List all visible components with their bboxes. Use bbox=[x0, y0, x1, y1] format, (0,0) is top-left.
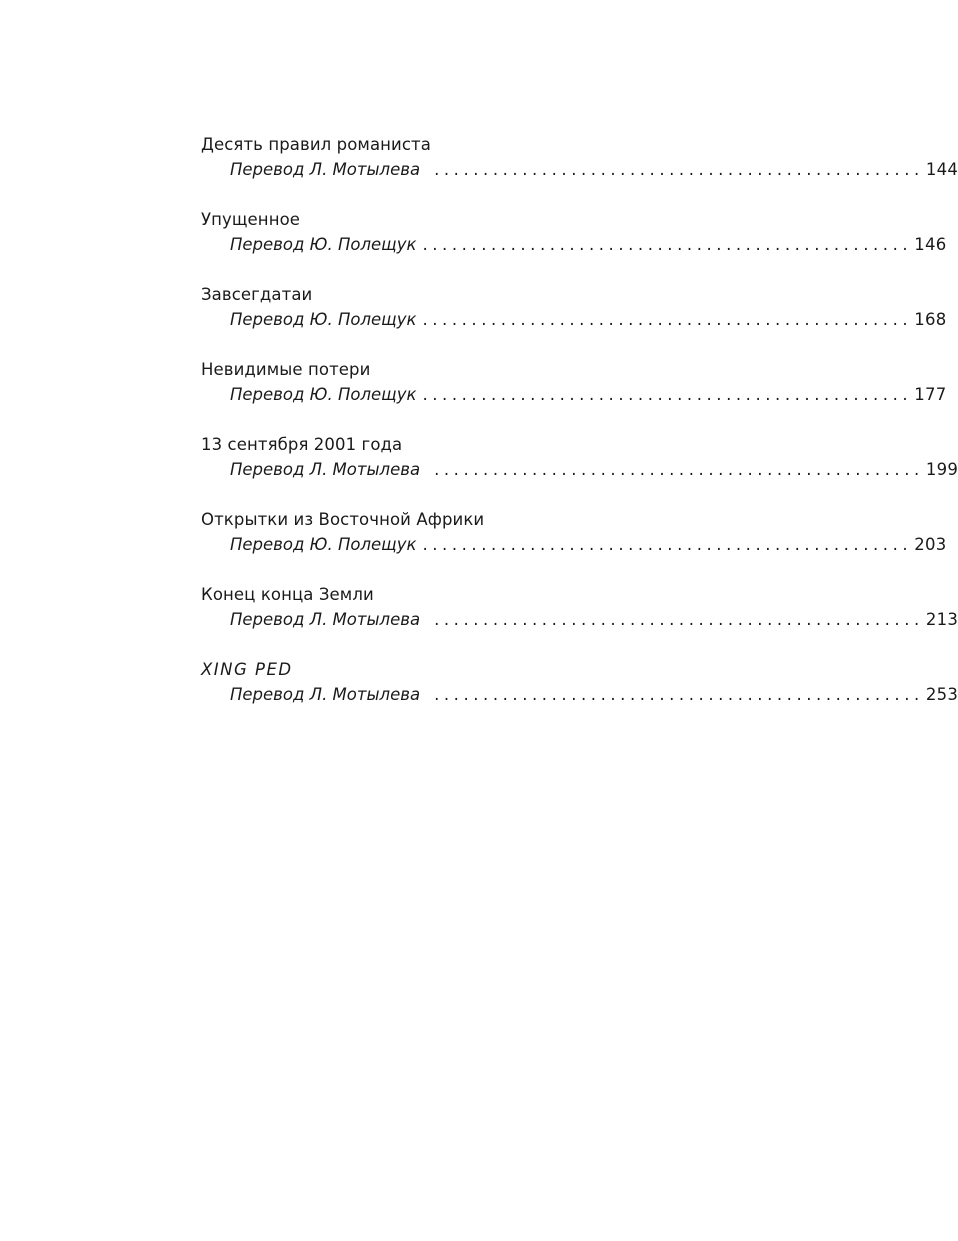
toc-entry-translator: Перевод Л. Мотылева bbox=[230, 685, 421, 704]
toc-entry-translator: Перевод Л. Мотылева bbox=[230, 610, 421, 629]
table-of-contents bbox=[201, 133, 958, 733]
toc-entry-page: 177 bbox=[914, 385, 947, 404]
toc-entry bbox=[201, 358, 947, 433]
toc-entry-line bbox=[201, 157, 958, 182]
toc-entry bbox=[201, 283, 947, 358]
toc-entry-line bbox=[201, 532, 947, 557]
toc-entry-translator: Перевод Ю. Полещук bbox=[230, 385, 417, 404]
dot-leader: .................................................. bbox=[434, 685, 924, 704]
toc-entry-page: 213 bbox=[925, 610, 958, 629]
dot-leader: .................................................. bbox=[434, 610, 924, 629]
dot-leader: .................................................. bbox=[422, 385, 913, 404]
toc-entry-line bbox=[201, 457, 958, 482]
toc-entry-translator: Перевод Л. Мотылева bbox=[230, 460, 421, 479]
dot-leader: .................................................. bbox=[422, 535, 913, 554]
toc-entry-page: 146 bbox=[914, 235, 947, 254]
toc-entry-translator: Перевод Ю. Полещук bbox=[230, 310, 417, 329]
dot-leader: .................................................. bbox=[434, 460, 924, 479]
toc-entry-title: Завсегдатаи bbox=[201, 285, 313, 304]
toc-entry-title: Десять правил романиста bbox=[201, 135, 431, 154]
toc-entry-line bbox=[201, 232, 947, 257]
toc-entry bbox=[201, 433, 958, 508]
toc-entry-title: Конец конца Земли bbox=[201, 585, 374, 604]
toc-entry-line bbox=[201, 307, 947, 332]
toc-entry-line bbox=[201, 607, 958, 632]
toc-entry-title: Упущенное bbox=[201, 210, 301, 229]
toc-entry-title: Открытки из Восточной Африки bbox=[201, 510, 485, 529]
toc-entry-page: 203 bbox=[914, 535, 947, 554]
toc-entry-page: 253 bbox=[925, 685, 958, 704]
dot-leader: .................................................. bbox=[434, 160, 924, 179]
toc-entry-translator: Перевод Л. Мотылева bbox=[230, 160, 421, 179]
toc-entry-page: 199 bbox=[925, 460, 958, 479]
toc-entry-title: XING PED bbox=[201, 660, 293, 679]
toc-entry bbox=[201, 583, 958, 658]
dot-leader: .................................................. bbox=[422, 235, 913, 254]
toc-entry-title: 13 сентября 2001 года bbox=[201, 435, 403, 454]
toc-entry bbox=[201, 208, 947, 283]
toc-entry-page: 144 bbox=[925, 160, 958, 179]
toc-entry bbox=[201, 508, 947, 583]
toc-entry-line bbox=[201, 682, 958, 707]
toc-entry-translator: Перевод Ю. Полещук bbox=[230, 535, 417, 554]
toc-entry bbox=[201, 133, 958, 208]
toc-entry-line bbox=[201, 382, 947, 407]
dot-leader: .................................................. bbox=[422, 310, 913, 329]
toc-entry-translator: Перевод Ю. Полещук bbox=[230, 235, 417, 254]
toc-entry-title: Невидимые потери bbox=[201, 360, 371, 379]
toc-entry bbox=[201, 658, 958, 733]
toc-entry-page: 168 bbox=[914, 310, 947, 329]
